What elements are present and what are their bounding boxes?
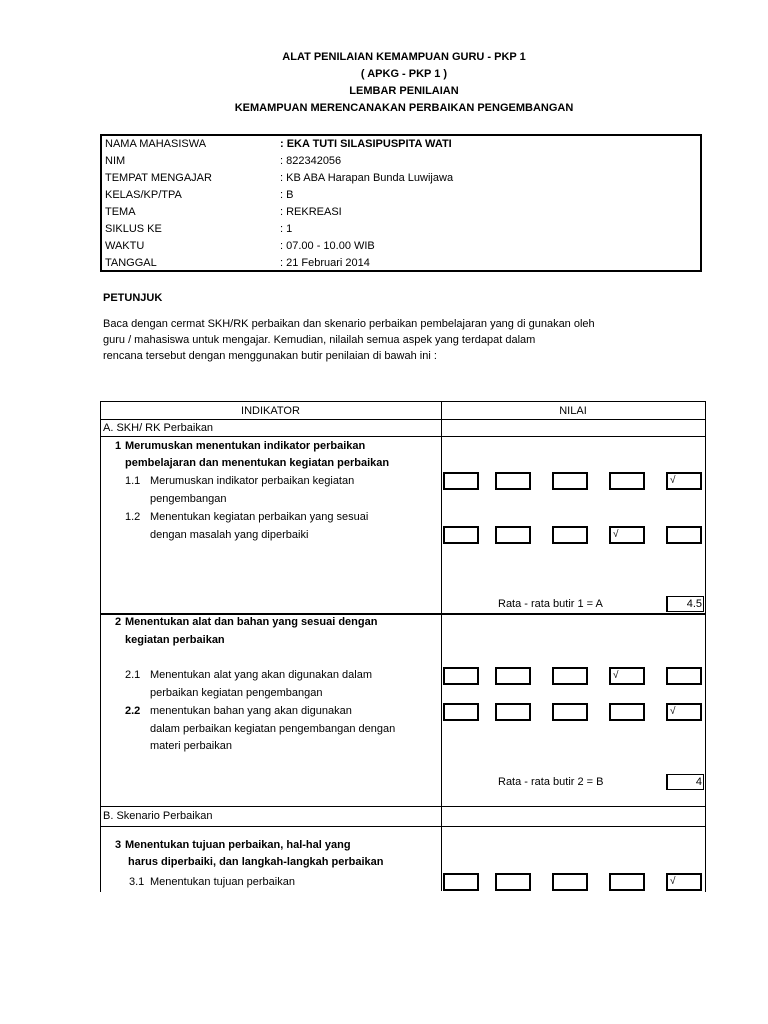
subitem-text: menentukan bahan yang akan digunakan xyxy=(150,705,352,717)
instructions-heading: PETUNJUK xyxy=(103,292,163,304)
info-value: : 822342056 xyxy=(280,155,342,167)
info-label: SIKLUS KE xyxy=(105,223,162,235)
column-header-indikator: INDIKATOR xyxy=(241,405,300,417)
subitem-number: 2.1 xyxy=(125,669,141,681)
info-value: : REKREASI xyxy=(280,206,342,218)
info-label: NIM xyxy=(105,155,126,167)
score-box[interactable]: √ xyxy=(609,667,645,685)
info-value: : EKA TUTI SILASIPUSPITA WATI xyxy=(280,138,452,150)
subitem-number: 1.2 xyxy=(125,511,141,523)
item-text: pembelajaran dan menentukan kegiatan perbaikan xyxy=(125,457,390,469)
score-box[interactable] xyxy=(495,526,531,544)
subitem-number: 2.2 xyxy=(125,705,141,717)
instructions-text: guru / mahasiswa untuk mengajar. Kemudian, nilailah semua aspek yang terdapat dalam xyxy=(103,334,536,346)
score-box[interactable] xyxy=(552,667,588,685)
doc-sheet-title: LEMBAR PENILAIAN xyxy=(349,85,459,97)
score-box[interactable] xyxy=(495,472,531,490)
average-value: 4 xyxy=(666,774,704,790)
subitem-text: materi perbaikan xyxy=(150,740,232,752)
row-divider xyxy=(100,419,705,420)
section-b-label: B. Skenario Perbaikan xyxy=(103,810,213,822)
score-box[interactable] xyxy=(495,873,531,891)
doc-subtitle: ( APKG - PKP 1 ) xyxy=(360,68,448,80)
doc-section-title: KEMAMPUAN MERENCANAKAN PERBAIKAN PENGEMBANGAN xyxy=(234,102,574,114)
item-text: Merumuskan menentukan indikator perbaikan xyxy=(125,440,366,452)
instructions-text: Baca dengan cermat SKH/RK perbaikan dan skenario perbaikan pembelajaran yang di gunakan oleh xyxy=(103,318,595,330)
info-label: TANGGAL xyxy=(105,257,157,269)
score-box[interactable] xyxy=(443,526,479,544)
subitem-text: Menentukan kegiatan perbaikan yang sesuai xyxy=(150,511,369,523)
info-label: TEMPAT MENGAJAR xyxy=(105,172,212,184)
score-box[interactable] xyxy=(552,472,588,490)
score-box[interactable]: √ xyxy=(666,873,702,891)
average-value: 4.5 xyxy=(666,596,704,612)
score-box[interactable]: √ xyxy=(609,526,645,544)
score-box[interactable] xyxy=(666,667,702,685)
average-label: Rata - rata butir 1 = A xyxy=(498,598,603,610)
info-value: : KB ABA Harapan Bunda Luwijawa xyxy=(280,172,454,184)
score-box[interactable] xyxy=(443,873,479,891)
subitem-text: dengan masalah yang diperbaiki xyxy=(150,529,309,541)
item-text: Menentukan alat dan bahan yang sesuai dengan xyxy=(125,616,378,628)
row-divider xyxy=(100,806,705,807)
subitem-text: perbaikan kegiatan pengembangan xyxy=(150,687,323,699)
subitem-number: 3.1 xyxy=(129,876,145,888)
score-box[interactable] xyxy=(666,526,702,544)
item-text: harus diperbaiki, dan langkah-langkah perbaikan xyxy=(128,856,384,868)
row-divider xyxy=(100,613,705,615)
score-box[interactable] xyxy=(609,472,645,490)
score-box[interactable] xyxy=(552,526,588,544)
column-divider xyxy=(441,401,442,891)
score-box[interactable]: √ xyxy=(666,472,702,490)
item-text: kegiatan perbaikan xyxy=(125,634,225,646)
subitem-text: Menentukan alat yang akan digunakan dalam xyxy=(150,669,372,681)
score-box[interactable] xyxy=(443,667,479,685)
section-a-label: A. SKH/ RK Perbaikan xyxy=(103,422,214,434)
info-value: : 07.00 - 10.00 WIB xyxy=(280,240,375,252)
info-label: KELAS/KP/TPA xyxy=(105,189,182,201)
info-label: TEMA xyxy=(105,206,136,218)
row-divider xyxy=(100,826,705,827)
info-value: : 21 Februari 2014 xyxy=(280,257,370,269)
item-number: 2 xyxy=(115,616,122,628)
item-number: 1 xyxy=(115,440,122,452)
subitem-text: dalam perbaikan kegiatan pengembangan dengan xyxy=(150,723,396,735)
score-box[interactable] xyxy=(552,703,588,721)
item-text: Menentukan tujuan perbaikan, hal-hal yang xyxy=(125,839,351,851)
info-label: NAMA MAHASISWA xyxy=(105,138,207,150)
score-box[interactable] xyxy=(609,873,645,891)
subitem-number: 1.1 xyxy=(125,475,141,487)
score-box[interactable] xyxy=(443,472,479,490)
instructions-text: rencana tersebut dengan menggunakan butir penilaian di bawah ini : xyxy=(103,350,437,362)
average-label: Rata - rata butir 2 = B xyxy=(498,776,604,788)
score-box[interactable] xyxy=(443,703,479,721)
score-box[interactable] xyxy=(552,873,588,891)
info-label: WAKTU xyxy=(105,240,145,252)
score-box[interactable] xyxy=(609,703,645,721)
info-value: : B xyxy=(280,189,294,201)
subitem-text: Menentukan tujuan perbaikan xyxy=(150,876,295,888)
column-header-nilai: NILAI xyxy=(559,405,587,417)
doc-title: ALAT PENILAIAN KEMAMPUAN GURU - PKP 1 xyxy=(282,51,526,63)
subitem-text: Merumuskan indikator perbaikan kegiatan xyxy=(150,475,355,487)
item-number: 3 xyxy=(115,839,122,851)
student-info-box xyxy=(100,134,702,272)
info-value: : 1 xyxy=(280,223,293,235)
score-box[interactable] xyxy=(495,667,531,685)
row-divider xyxy=(100,436,705,437)
score-box[interactable]: √ xyxy=(666,703,702,721)
score-box[interactable] xyxy=(495,703,531,721)
subitem-text: pengembangan xyxy=(150,493,227,505)
